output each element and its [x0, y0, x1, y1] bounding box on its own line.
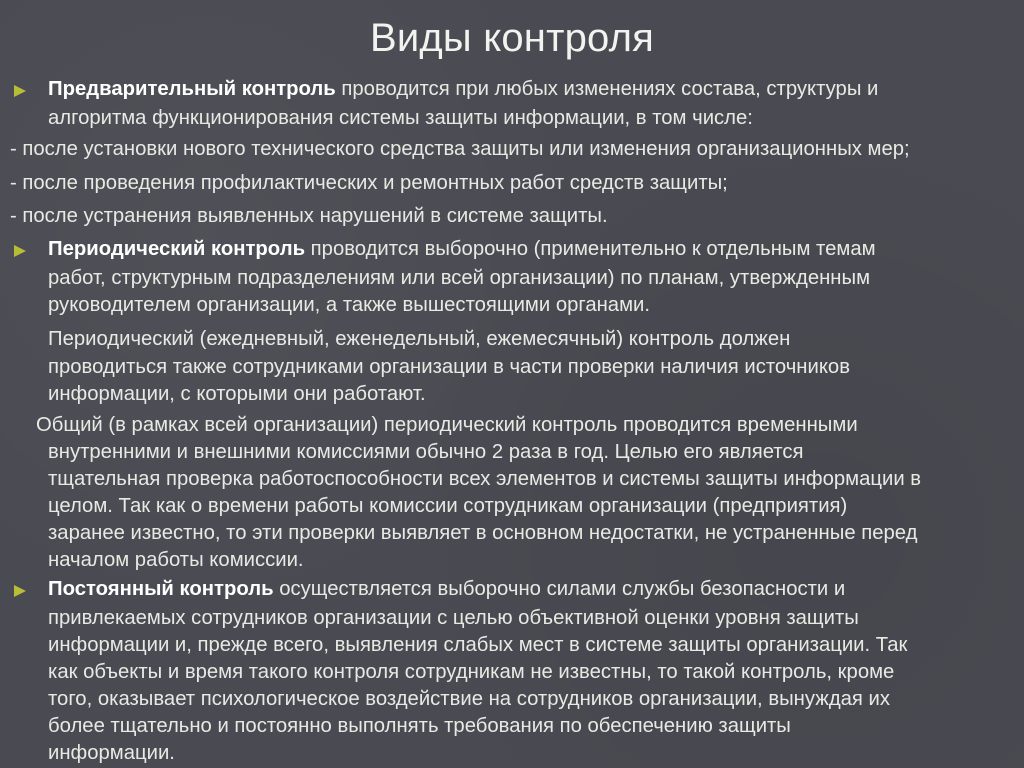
text-line: информации, с которыми они работают. — [48, 383, 426, 405]
text-line: - после устранения выявленных нарушений в системе защиты. — [10, 205, 608, 227]
text-line: работ, структурным подразделениям или всей организации) по планам, утвержденным — [48, 267, 871, 289]
term-periodic-control: Периодический контроль — [48, 238, 306, 260]
bullet-arrow-icon — [14, 585, 26, 597]
text-line: внутренними и внешними комиссиями обычно 2 раза в год. Целью его является — [48, 441, 804, 463]
text-line: Периодический контроль проводится выборочно (применительно к отдельным темам — [48, 238, 876, 260]
term-preliminary-control: Предварительный контроль — [48, 78, 336, 100]
text-line: как объекты и время такого контроля сотрудникам не известны, то такой контроль, кроме — [48, 661, 895, 683]
text-line: целом. Так как о времени работы комиссии сотрудникам организации (предприятия) — [48, 495, 848, 517]
text-line: - после установки нового технического средства защиты или изменения организационных мер; — [10, 138, 910, 160]
bullet-arrow-icon — [14, 245, 26, 257]
text-line: - после проведения профилактических и ремонтных работ средств защиты; — [10, 172, 728, 194]
text-line: заранее известно, то эти проверки выявляет в основном недостатки, не устраненные перед — [48, 522, 918, 544]
text-line: Общий (в рамках всей организации) периодический контроль проводится временными — [36, 414, 858, 436]
text-line: более тщательно и постоянно выполнять требования по обеспечению защиты — [48, 715, 791, 737]
text-line: Предварительный контроль проводится при любых изменениях состава, структуры и — [48, 78, 879, 100]
text-line: Периодический (ежедневный, еженедельный, ежемесячный) контроль должен — [48, 328, 791, 350]
text-line: информации. — [48, 742, 175, 764]
text-line: тщательная проверка работоспособности всех элементов и системы защиты информации в — [48, 468, 922, 490]
term-constant-control: Постоянный контроль — [48, 578, 274, 600]
text-line: началом работы комиссии. — [48, 549, 304, 571]
slide-content — [10, 76, 1024, 768]
text-line: проводиться также сотрудниками организации в части проверки наличия источников — [48, 356, 850, 378]
text-line: алгоритма функционирования системы защиты информации, в том числе: — [48, 107, 753, 129]
text-line: информации и, прежде всего, выявления слабых мест в системе защиты организации. Так — [48, 634, 908, 656]
text-line: Постоянный контроль осуществляется выборочно силами службы безопасности и — [48, 578, 846, 600]
text-line: руководителем организации, а также вышестоящими органами. — [48, 294, 650, 316]
text-line: того, оказывает психологическое воздействие на сотрудников организации, вынуждая их — [48, 688, 891, 710]
bullet-arrow-icon — [14, 85, 26, 97]
slide-title: Виды контроля — [369, 16, 655, 60]
text-line: привлекаемых сотрудников организации с целью объективной оценки уровня защиты — [48, 607, 859, 629]
